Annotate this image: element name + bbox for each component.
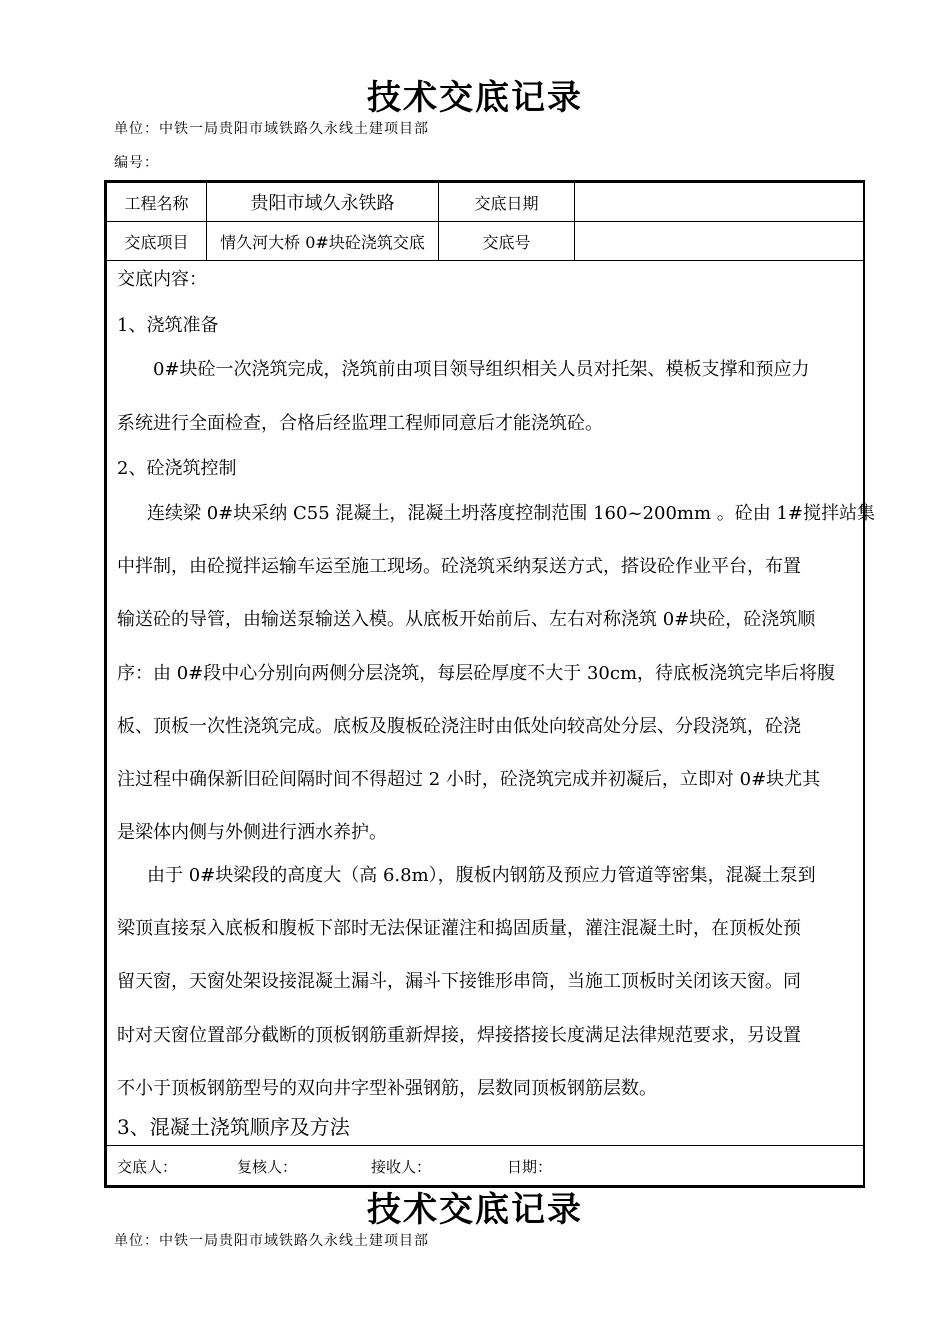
date-label: 交底日期 — [439, 183, 575, 221]
paragraph-line: 是梁体内侧与外侧进行洒水养护。 — [117, 822, 387, 843]
submitter-label: 交底人： — [117, 1158, 178, 1176]
content-heading: 交底内容： — [117, 269, 207, 290]
signature-row — [107, 1145, 863, 1184]
section-1-title: 1、浇筑准备 — [117, 315, 219, 336]
number-line: 编号： — [114, 155, 159, 171]
section-2-title: 2、砼浇筑控制 — [117, 458, 237, 479]
unit-line: 单位：中铁一局贵阳市域铁路久永线土建项目部 — [114, 121, 429, 137]
paragraph-line: 由于 0#块梁段的高度大（高 6.8m），腹板内钢筋及预应力管道等密集，混凝土泵到 — [147, 865, 816, 886]
page-title: 技术交底记录 — [367, 78, 583, 118]
section-3-title: 3、混凝土浇筑顺序及方法 — [117, 1115, 350, 1139]
paragraph-line: 连续梁 0#块采纳 C55 混凝土，混凝土坍落度控制范围 160~200mm 。砼由 1#搅拌站集 — [147, 503, 876, 524]
page-2-unit-line: 单位：中铁一局贵阳市域铁路久永线土建项目部 — [114, 1233, 429, 1249]
header-row-2 — [107, 222, 863, 261]
project-name-label: 工程名称 — [107, 183, 207, 221]
number-label: 交底号 — [439, 222, 575, 260]
paragraph-line: 时对天窗位置部分截断的顶板钢筋重新焊接，焊接搭接长度满足法律规范要求，另设置 — [117, 1025, 801, 1046]
receiver-label: 接收人： — [371, 1158, 432, 1176]
paragraph-line: 板、顶板一次性浇筑完成。底板及腹板砼浇注时由低处向较高处分层、分段浇筑，砼浇 — [117, 716, 801, 737]
number-value — [575, 222, 863, 260]
paragraph-line: 序：由 0#段中心分别向两侧分层浇筑，每层砼厚度不大于 30cm，待底板浇筑完毕后将腹 — [117, 663, 836, 684]
project-name-value: 贵阳市域久永铁路 — [207, 183, 439, 221]
paragraph-line: 输送砼的导管，由输送泵输送入模。从底板开始前后、左右对称浇筑 0#块砼，砼浇筑顺 — [117, 609, 816, 630]
record-table — [104, 180, 876, 1188]
paragraph-line: 系统进行全面检查，合格后经监理工程师同意后才能浇筑砼。 — [117, 413, 603, 434]
reviewer-label: 复核人： — [237, 1158, 298, 1176]
page-2-title: 技术交底记录 — [367, 1190, 583, 1230]
paragraph-line: 不小于顶板钢筋型号的双向井字型补强钢筋，层数同顶板钢筋层数。 — [117, 1078, 657, 1099]
paragraph-line: 0#块砼一次浇筑完成，浇筑前由项目领导组织相关人员对托架、模板支撑和预应力 — [153, 359, 810, 380]
header-row-1 — [107, 183, 863, 222]
paragraph-line: 梁顶直接泵入底板和腹板下部时无法保证灌注和捣固质量，灌注混凝土时，在顶板处预 — [117, 918, 801, 939]
item-label: 交底项目 — [107, 222, 207, 260]
date-value — [575, 183, 863, 221]
paragraph-line: 注过程中确保新旧砼间隔时间不得超过 2 小时，砼浇筑完成并初凝后，立即对 0#块尤其 — [117, 769, 821, 790]
date-label-footer: 日期： — [507, 1158, 553, 1176]
item-value: 情久河大桥 0#块砼浇筑交底 — [207, 222, 439, 260]
paragraph-line: 中拌制，由砼搅拌运输车运至施工现场。砼浇筑采纳泵送方式，搭设砼作业平台，布置 — [117, 556, 801, 577]
paragraph-line: 留天窗，天窗处架设接混凝土漏斗，漏斗下接锥形串筒，当施工顶板时关闭该天窗。同 — [117, 971, 801, 992]
